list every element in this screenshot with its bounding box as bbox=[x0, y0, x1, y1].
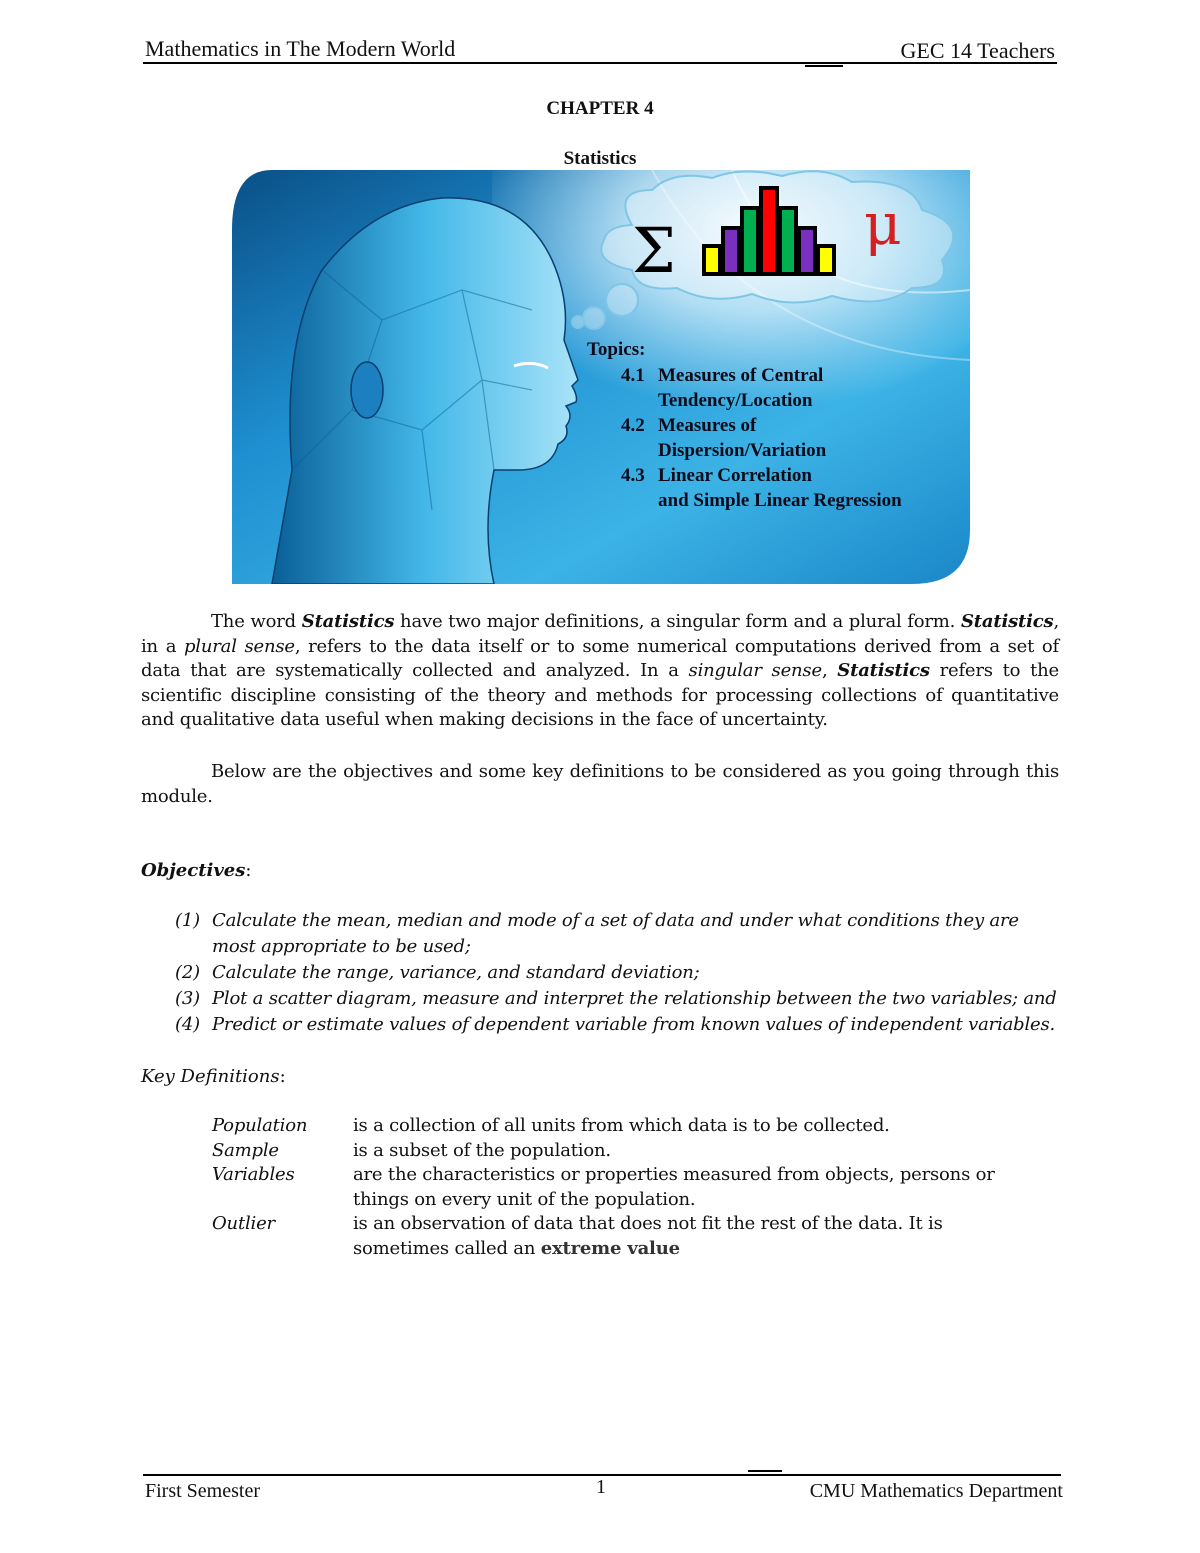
page-number: 1 bbox=[596, 1476, 606, 1498]
histogram-bar bbox=[723, 228, 739, 274]
objective-number: (1) bbox=[175, 910, 200, 931]
intro-emphasis: Statistics bbox=[301, 611, 395, 632]
objective-item bbox=[175, 908, 1065, 960]
histogram-bar bbox=[704, 246, 720, 274]
header-rule bbox=[143, 62, 1057, 64]
intro-text: , in a bbox=[141, 611, 1060, 657]
sigma-symbol: Σ bbox=[632, 214, 676, 287]
intro-text: , bbox=[821, 660, 838, 681]
objective-item bbox=[175, 960, 1065, 986]
topic-number: 4.3 bbox=[621, 465, 645, 486]
objectives-heading bbox=[141, 860, 251, 881]
topic-number: 4.1 bbox=[621, 365, 645, 386]
objective-number: (3) bbox=[175, 988, 200, 1009]
intro-text: have two major definitions, a singular form and a plural form. bbox=[394, 611, 961, 632]
objective-text: Calculate the range, variance, and standard deviation; bbox=[212, 962, 700, 983]
topic-number: 4.2 bbox=[621, 415, 645, 436]
definition-term: Sample bbox=[212, 1139, 279, 1161]
definition-term: Outlier bbox=[212, 1213, 275, 1234]
topics-heading: Topics: bbox=[587, 339, 646, 360]
topic-item bbox=[587, 463, 902, 513]
histogram-bar bbox=[761, 188, 777, 274]
definition-row bbox=[212, 1139, 1032, 1164]
histogram-bar bbox=[818, 246, 834, 274]
topic-line: Measures of Central bbox=[658, 365, 824, 386]
intro-text: , refers to the data itself or to some numerical computations derived from a set of data that are systematically collected and analyzed. In a bbox=[141, 635, 1059, 681]
objectives-list bbox=[175, 908, 1065, 1038]
objective-text: Plot a scatter diagram, measure and interpret the relationship between the two variables; and bbox=[212, 988, 1057, 1009]
objective-text: Calculate the mean, median and mode of a set of data and under what conditions they are most appropriate to be used; bbox=[212, 910, 1019, 957]
header-course-code: GEC 14 Teachers bbox=[900, 38, 1055, 63]
intro-emphasis: plural sense bbox=[183, 635, 295, 657]
topic-line: Tendency/Location bbox=[658, 390, 813, 411]
objective-number: (2) bbox=[175, 962, 200, 983]
mu-symbol: μ bbox=[864, 190, 902, 258]
definition-term: Population bbox=[212, 1115, 308, 1136]
key-definitions-heading bbox=[141, 1066, 286, 1087]
footer-rule-accent bbox=[748, 1470, 782, 1472]
key-definitions-colon: : bbox=[279, 1066, 286, 1087]
footer-department: CMU Mathematics Department bbox=[809, 1480, 1063, 1502]
header-course-title: Mathematics in The Modern World bbox=[145, 36, 456, 61]
topic-line: Dispersion/Variation bbox=[658, 440, 827, 461]
definition-text: is an observation of data that does not fit the rest of the data. It is sometimes called an bbox=[353, 1213, 943, 1259]
intro-emphasis: Statistics bbox=[960, 611, 1054, 632]
definition-text: is a collection of all units from which data is to be collected. bbox=[353, 1115, 890, 1136]
intro-text: The word bbox=[211, 611, 302, 632]
topic-line: and Simple Linear Regression bbox=[658, 490, 902, 511]
chapter-heading: CHAPTER 4 bbox=[546, 98, 654, 119]
objective-text: Predict or estimate values of dependent variable from known values of independent variables. bbox=[212, 1014, 1056, 1035]
intro-emphasis: singular sense bbox=[688, 660, 822, 681]
topic-item bbox=[587, 363, 902, 413]
definition-row bbox=[212, 1212, 1032, 1261]
objective-item bbox=[175, 986, 1065, 1012]
footer-semester: First Semester bbox=[145, 1480, 260, 1502]
topic-line: Linear Correlation bbox=[658, 465, 812, 486]
topic-item bbox=[587, 413, 902, 463]
intro-paragraph bbox=[141, 610, 1059, 733]
module-text: Below are the objectives and some key definitions to be considered as you going through this module. bbox=[141, 761, 1059, 807]
module-paragraph bbox=[141, 760, 1059, 809]
objective-item bbox=[175, 1012, 1065, 1038]
histogram-bar bbox=[742, 208, 758, 274]
histogram-bar bbox=[780, 208, 796, 274]
definition-text: is a subset of the population. bbox=[353, 1139, 611, 1161]
objectives-colon: : bbox=[245, 860, 252, 881]
definition-text: are the characteristics or properties measured from objects, persons or things on every unit of the population. bbox=[353, 1164, 995, 1210]
histogram-bar bbox=[799, 228, 815, 274]
key-definitions-list bbox=[212, 1114, 1032, 1261]
chapter-subtitle: Statistics bbox=[563, 148, 637, 169]
objectives-label: Objectives bbox=[141, 860, 246, 881]
definition-term: Variables bbox=[212, 1164, 295, 1185]
header-rule-accent bbox=[805, 65, 843, 67]
definition-emphasis: extreme value bbox=[540, 1237, 680, 1259]
topic-line: Measures of bbox=[658, 415, 757, 436]
key-definitions-label: Key Definitions bbox=[141, 1066, 280, 1087]
intro-text: refers to the scientific discipline consisting of the theory and methods for processing collections of quantitative and qualitative data useful when making decisions in the face of uncertainty. bbox=[141, 660, 1059, 730]
intro-emphasis: Statistics bbox=[837, 660, 930, 681]
objective-number: (4) bbox=[175, 1014, 200, 1035]
definition-row bbox=[212, 1163, 1032, 1212]
topics-list bbox=[587, 337, 902, 513]
definition-row bbox=[212, 1114, 1032, 1139]
